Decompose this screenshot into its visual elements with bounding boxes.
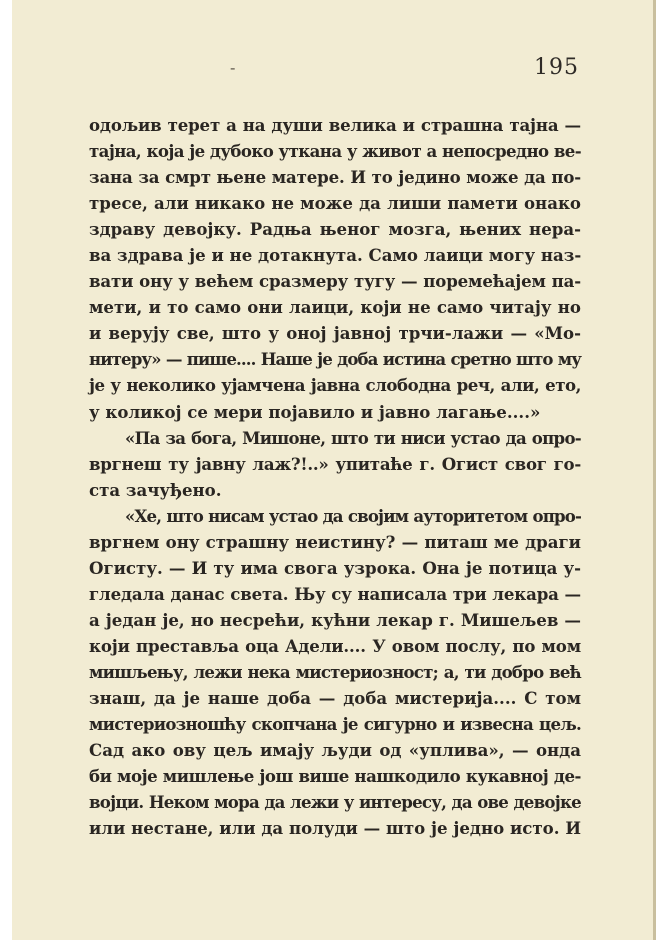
text-line: мети, и то само они лаици, који не само читају но	[89, 297, 581, 318]
body-text	[89, 112, 581, 841]
paragraph-1	[89, 112, 581, 425]
text-line: који преставља оца Адели.... У овом послу, по мом	[89, 635, 581, 656]
text-line: вати ону у већем сразмеру тугу — поремећајем па-	[89, 271, 581, 292]
text-line: вргнем ону страшну неистину? — питаш ме драги	[89, 531, 581, 552]
text-line: мишљењу, лежи нека мистериозност; а, ти добро већ	[89, 661, 581, 682]
text-line: ста зачуђено.	[89, 479, 222, 500]
text-line: у коликој се мери појавило и јавно лагање....»	[89, 401, 541, 422]
text-line: гледала данас света. Њу су написала три лекара —	[89, 583, 581, 604]
text-line: Сад ако ову цељ имају људи од «уплива», — онда	[89, 740, 581, 761]
text-line: знаш, да је наше доба — доба мистерија.... С том	[89, 688, 581, 709]
text-line: и верују све, што у оној јавној трчи-лажи — «Мо-	[89, 323, 581, 344]
text-line: тајна, која је дубоко уткана у живот а непосредно ве-	[89, 141, 581, 162]
text-line: «Хе, што нисам устао да својим ауторитетом опро-	[125, 505, 581, 526]
text-line: тресе, али никако не може да лиши памети онако	[89, 193, 581, 214]
text-line: ва здрава је и не дотакнута. Само лаици могу наз-	[89, 245, 582, 266]
text-line: би моје мишлење још више нашкодило кукавној де-	[89, 766, 581, 787]
text-line: здраву девојку. Радња њеног мозга, њених нера-	[89, 219, 581, 240]
text-line: «Па за бога, Мишоне, што ти ниси устао да опро-	[125, 427, 581, 448]
text-line: Огисту. — И ту има свога узрока. Она је потица у-	[89, 557, 581, 578]
paragraph-3	[89, 503, 581, 842]
text-line: зана за смрт њене матере. И то једино може да по-	[89, 167, 581, 188]
page-number: 195	[534, 55, 579, 80]
book-page	[12, 0, 656, 940]
text-line: или нестане, или да полуди — што је једно исто. И	[89, 818, 581, 839]
text-line: мистериозношћу скопчана је сигурно и извесна цељ.	[89, 714, 581, 735]
text-line: је у неколико ујамчена јавна слободна реч, али, ето,	[89, 375, 581, 396]
text-line: нитеру» — пише.... Наше је доба истина сретно што му	[89, 349, 581, 370]
text-line: а један је, но несрећи, кућни лекар г. Мишељев —	[89, 609, 581, 630]
text-line: одољив терет а на души велика и страшна тајна —	[89, 115, 581, 135]
paragraph-2	[89, 425, 581, 503]
text-line: војци. Неком мора да лежи у интересу, да ове девојке	[89, 792, 581, 813]
text-line: вргнеш ту јавну лаж?!..» упитаће г. Огист свог го-	[89, 453, 581, 474]
header-dash: -	[230, 58, 236, 77]
